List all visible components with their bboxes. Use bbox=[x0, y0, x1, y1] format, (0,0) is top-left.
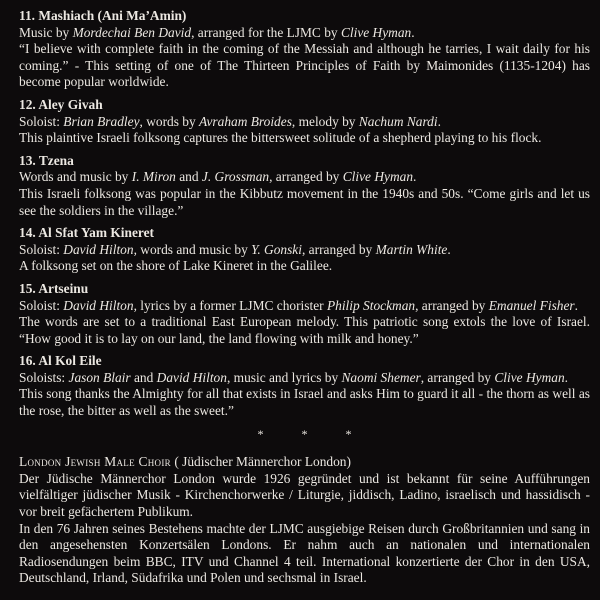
credit-name: Mordechai Ben David bbox=[72, 24, 192, 40]
separator-star: * bbox=[345, 426, 352, 441]
credit-text: , words by bbox=[139, 113, 200, 129]
credit-name: Clive Hyman bbox=[340, 24, 412, 40]
section-separator bbox=[19, 426, 590, 443]
credit-text: , melody by bbox=[291, 113, 359, 129]
credit-text: , music and lyrics by bbox=[226, 369, 342, 385]
song-credits bbox=[19, 370, 590, 387]
song-entry bbox=[19, 8, 590, 91]
song-description: This plaintive Israeli folksong captures the bittersweet solitude of a shepherd playing to his flock. bbox=[19, 130, 542, 146]
song-entry bbox=[19, 153, 590, 219]
credit-text: Music by bbox=[19, 24, 73, 40]
song-credits bbox=[19, 25, 590, 42]
credit-name: J. Grossman bbox=[201, 169, 270, 185]
song-description: A folksong set on the shore of Lake Kineret in the Galilee. bbox=[19, 258, 333, 274]
song-title: 16. Al Kol Eile bbox=[19, 353, 102, 369]
song-title: 14. Al Sfat Yam Kineret bbox=[19, 225, 155, 241]
song-title: 11. Mashiach (Ani Ma’Amin) bbox=[19, 8, 187, 23]
credit-name: Jason Blair bbox=[68, 369, 131, 385]
song-entry bbox=[19, 225, 590, 275]
credit-text: Soloist: bbox=[19, 241, 64, 257]
song-description: The words are set to a traditional East European melody. This patriotic song extols the love of Israel. “How good it is to lay on our land, the land flowing with milk and honey.” bbox=[19, 314, 590, 346]
credit-name: Clive Hyman bbox=[342, 169, 414, 185]
credit-text: , arranged by bbox=[269, 169, 343, 185]
credit-name: I. Miron bbox=[131, 169, 176, 185]
choir-section bbox=[19, 454, 590, 587]
song-title: 12. Aley Givah bbox=[19, 96, 103, 112]
credit-text: and bbox=[130, 369, 157, 385]
song-credits bbox=[19, 242, 590, 259]
credit-text: . bbox=[574, 297, 578, 313]
credit-text: and bbox=[175, 169, 202, 185]
credit-text: Soloists: bbox=[19, 369, 69, 385]
credit-text: , arranged for the LJMC by bbox=[191, 24, 341, 40]
choir-name: London Jewish Male Choir bbox=[19, 454, 171, 470]
credit-name: Y. Gonski bbox=[251, 241, 302, 257]
credit-text: , lyrics by a former LJMC chorister bbox=[133, 297, 327, 313]
credit-name: Nachum Nardi bbox=[358, 113, 438, 129]
song-description: This Israeli folksong was popular in the Kibbutz movement in the 1940s and 50s. “Come girls and let us see the soldiers in the village.” bbox=[19, 185, 590, 218]
song-entry bbox=[19, 353, 590, 419]
credit-name: Brian Bradley bbox=[63, 113, 140, 129]
song-description: This song thanks the Almighty for all that exists in Israel and asks Him to guard it all - the thorn as well as the rose, the bitter as well as the sweet.” bbox=[19, 386, 590, 419]
credit-name: David Hilton bbox=[63, 297, 134, 313]
separator-star: * bbox=[301, 426, 308, 441]
credit-name: David Hilton bbox=[63, 241, 134, 257]
credit-text: . bbox=[564, 369, 568, 385]
credit-text: . bbox=[413, 169, 417, 185]
choir-paragraph: Der Jüdische Männerchor London wurde 1926 gegründet und ist bekannt für seine Aufführungen vielfältiger jüdischer Musik - Kirchenchorwerke / Liturgie, jiddisch, Ladino, israelisch und hassidisch - vor breit gefächertem Publikum. bbox=[19, 470, 590, 520]
credit-text: Soloist: bbox=[19, 113, 64, 129]
choir-heading bbox=[19, 454, 590, 471]
song-entry bbox=[19, 97, 590, 147]
song-description: “I believe with complete faith in the coming of the Messiah and although he tarries, I wait daily for his coming.” - This setting of one of The Thirteen Principles of Faith by Maimonides (1135-1204) has become popular worldwide. bbox=[19, 41, 590, 90]
song-entry bbox=[19, 281, 590, 347]
song-title: 15. Artseinu bbox=[19, 280, 89, 296]
separator-star: * bbox=[257, 426, 264, 441]
credit-text: . bbox=[447, 241, 451, 257]
choir-paragraph: In den 76 Jahren seines Bestehens machte der LJMC ausgiebige Reisen durch Großbritannien und sang in den angesehensten Konzertsälen Londons. Er nahm auch an nationalen und internationalen Radiosendungen beim BBC, ITV und Channel 4 teil. International konzertierte der Chor in den USA, Deutschland, Irland, Südafrika und Polen und sechsmal in Israel. bbox=[19, 520, 590, 586]
credit-name: Avraham Broides bbox=[199, 113, 292, 129]
song-credits bbox=[19, 114, 590, 131]
credit-name: Emanuel Fisher bbox=[488, 297, 575, 313]
credit-text: Words and music by bbox=[19, 169, 132, 185]
credit-text: , words and music by bbox=[133, 241, 252, 257]
song-title: 13. Tzena bbox=[19, 152, 74, 168]
credit-name: Philip Stockman bbox=[326, 297, 416, 313]
credit-text: . bbox=[411, 24, 415, 40]
credit-name: David Hilton bbox=[156, 369, 227, 385]
credit-text: , arranged by bbox=[415, 297, 489, 313]
credit-name: Martin White bbox=[375, 241, 448, 257]
credit-text: Soloist: bbox=[19, 297, 64, 313]
credit-text: . bbox=[437, 113, 441, 129]
credit-text: , arranged by bbox=[420, 369, 495, 385]
song-credits bbox=[19, 169, 590, 186]
song-credits bbox=[19, 298, 590, 315]
credit-name: Naomi Shemer bbox=[341, 369, 421, 385]
credit-text: , arranged by bbox=[301, 241, 376, 257]
credit-name: Clive Hyman bbox=[494, 369, 565, 385]
choir-subtitle: ( Jüdischer Männerchor London) bbox=[170, 454, 351, 470]
